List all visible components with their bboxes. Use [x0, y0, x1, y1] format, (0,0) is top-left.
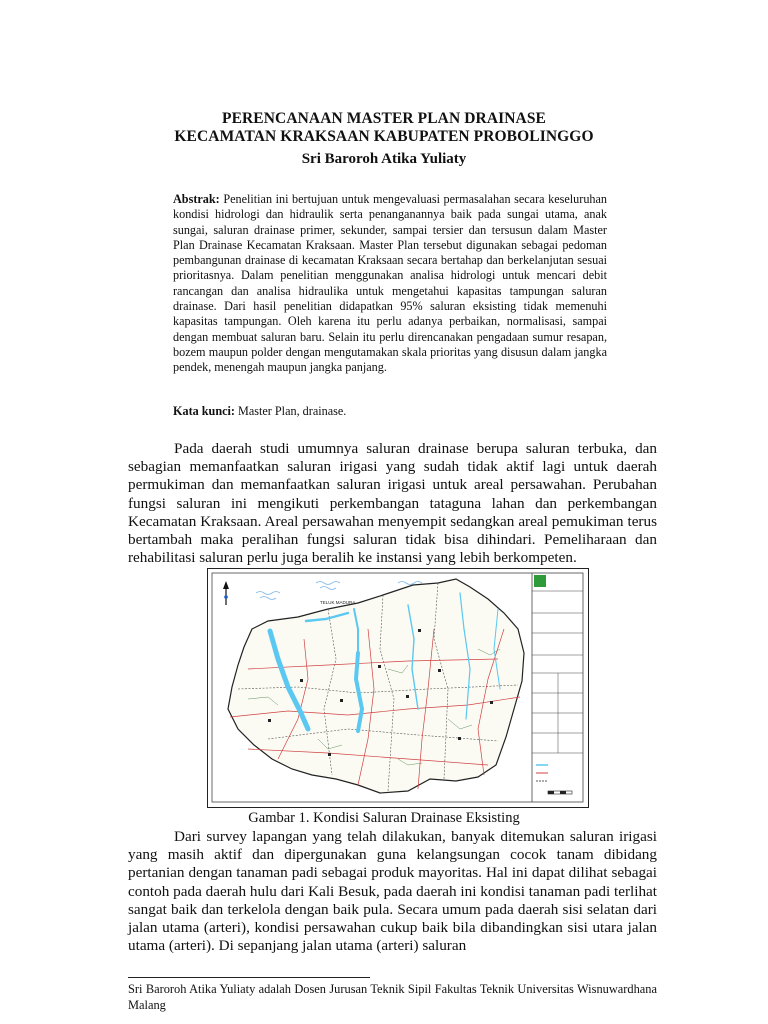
sea-label: TELUK MADURA — [320, 600, 356, 605]
north-arrow-icon — [223, 581, 229, 605]
paper-title-line-1: PERENCANAAN MASTER PLAN DRAINASE — [222, 110, 546, 127]
keywords-text: Master Plan, drainase. — [238, 404, 347, 418]
keywords-label: Kata kunci: — [173, 404, 235, 418]
region-boundary — [228, 579, 524, 793]
keywords — [173, 404, 607, 419]
drainage-map — [208, 569, 587, 806]
map-legend-panel — [532, 575, 583, 794]
body-paragraph-2: Dari survey lapangan yang telah dilakukan, banyak ditemukan saluran irigasi yang masih aktif dan dipergunakan guna kelangsungan cocok tanam dibidang pertanian dengan tanaman padi sebagai produk mayoritas. Hal ini dapat dilihat sebagai contoh pada daerah hulu dari Kali Besuk, pada daerah ini kondisi tanaman padi terlihat sangat baik dan terkelola dengan baik pula. Secara umum pada daerah sisi selatan dari jalan utama (arteri), kondisi persawahan cukup baik bila dibandingkan sisi utara jalan utama (arteri). Di sepanjang jalan utama (arteri) saluran — [128, 828, 657, 955]
body-paragraph-1: Pada daerah studi umumnya saluran drainase berupa saluran terbuka, dan sebagian memanfaatkan saluran irigasi yang sudah tidak aktif lagi untuk daerah permukiman dan memanfaatkan saluran irigasi untuk areal persawahan. Perubahan fungsi saluran ini mengikuti perkembangan tataguna lahan dan perkembangan Kecamatan Kraksaan. Areal persawahan menyempit sedangkan areal pemukiman terus bertambah maka peralihan fungsi saluran tidak bisa dihindari. Pemeliharaan dan rehabilitasi saluran perlu juga beralih ke instansi yang lebih berkompeten. — [128, 440, 657, 567]
footnote-divider — [128, 977, 370, 978]
abstract — [173, 192, 607, 376]
drainage-map-figure — [207, 568, 589, 808]
footnote: Sri Baroroh Atika Yuliaty adalah Dosen Jurusan Teknik Sipil Fakultas Teknik Universitas Wisnuwardhana Malang — [128, 982, 657, 1012]
abstract-label: Abstrak: — [173, 192, 220, 206]
abstract-text: Penelitian ini bertujuan untuk mengevaluasi permasalahan secara keseluruhan kondisi hidrologi dan hidraulik serta penanganannya baik pada sungai utama, anak sungai, saluran drainase primer, sekunder, sampai tersier dan tersusun dalam Master Plan Drainase Kecamatan Kraksaan. Master Plan tersebut digunakan sebagai pedoman pembangunan drainase di kecamatan Kraksaan secara bertahap dan berkelanjutan sesuai prioritasnya. Dalam penelitian menggunakan analisa hidrologi untuk mencari debit rancangan dan analisa hidraulika untuk mengetahui kapasitas tampungan saluran drainase. Dari hasil penelitian didapatkan 95% saluran eksisting tidak memenuhi kapasitas tampungan. Oleh karena itu perlu adanya perbaikan, normalisasi, sampai dengan membuat saluran baru. Selain itu perlu direncanakan pengadaan sumur resapan, bozem maupun polder dengan mengutamakan skala prioritas yang disusun dalam jangka pendek, menengah maupun jangka panjang. — [173, 192, 608, 375]
institution-logo-icon — [534, 575, 546, 587]
author-name: Sri Baroroh Atika Yuliaty — [301, 151, 467, 167]
paper-title-line-2: KECAMATAN KRAKSAAN KABUPATEN PROBOLINGGO — [174, 128, 594, 145]
figure-caption: Gambar 1. Kondisi Saluran Drainase Eksisting — [248, 810, 520, 826]
